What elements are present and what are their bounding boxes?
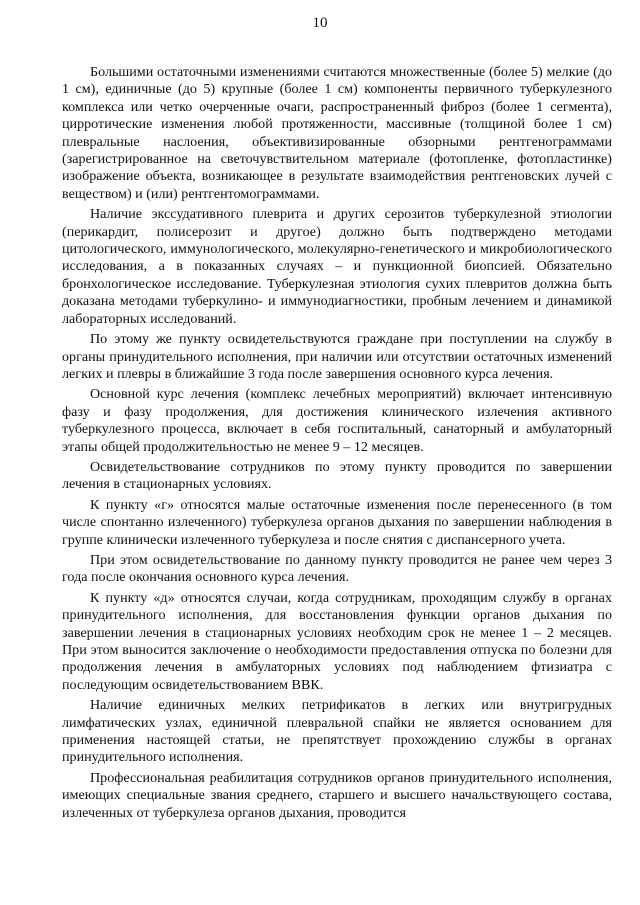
body-text [62, 64, 612, 825]
paragraph-main-treatment-course: Основной курс лечения (комплекс лечебных мероприятий) включает интенсивную фазу и фазу продолжения, для достижения клинического излечения активного туберкулезного процесса, включает в себя госпитальный, санаторный и амбулаторный этапы общей продолжительностью не менее 9 – 12 месяцев. [62, 386, 612, 455]
paragraph-admission-to-service: По этому же пункту освидетельствуются граждане при поступлении на службу в органы принудительного исполнения, при наличии или отсутствии остаточных изменений легких и плевры в ближайшие 3 года после завершения основного курса лечения. [62, 331, 612, 382]
paragraph-item-g: К пункту «г» относятся малые остаточные изменения после перенесенного (в том числе спонтанно излеченного) туберкулеза органов дыхания по завершении наблюдения в группе клинически излеченного туберкулеза и после снятия с диспансерного учета. [62, 496, 612, 548]
paragraph-professional-rehabilitation: Профессиональная реабилитация сотрудников органов принудительного исполнения, имеющих специальные звания среднего, старшего и высшего начальствующего состава, излеченных от туберкулеза органов дыхания, проводится [62, 769, 612, 821]
page-number: 10 [312, 15, 328, 31]
paragraph-item-d: К пункту «д» относятся случаи, когда сотрудникам, проходящим службу в органах принудительного исполнения, для восстановления функции органов дыхания по завершении лечения в стационарных условиях необходим срок не менее 1 – 2 месяцев. При этом выносится заключение о необходимости предоставления отпуска по болезни для продолжения лечения в амбулаторных условиях под наблюдением фтизиатра с последующим освидетельствованием ВВК. [62, 589, 612, 693]
paragraph-single-petrificates: Наличие единичных мелких петрификатов в легких или внутригрудных лимфатических узлах, единичной плевральной спайки не является основанием для применения настоящей статьи, не препятствует прохождению службы в органах принудительного исполнения. [62, 697, 612, 766]
paragraph-exudative-pleurisy: Наличие экссудативного плеврита и других серозитов туберкулезной этиологии (перикардит, полисерозит и другое) должно быть подтверждено методами цитологического, иммунологического, молекулярно-генетического и микробиологического исследования, а в показанных случаях – и пункционной биопсией. Обязательно бронхологическое исследование. Туберкулезная этиология сухих плевритов должна быть доказана методами туберкулино- и иммунодиагностики, пробным лечением и динамикой лабораторных исследований. [62, 206, 612, 327]
paragraph-large-residual-changes: Большими остаточными изменениями считаются множественные (более 5) мелкие (до 1 см), единичные (до 5) крупные (более 1 см) компоненты первичного туберкулезного комплекса или четко очерченные очаги, распространенный фиброз (более 1 сегмента), цирротические изменения любой протяженности, массивные (толщиной более 1 см) плевральные наслоения, объективизированные обзорными рентгенограммами (зарегистрированное на светочувствительном материале (фотопленке, фотопластинке) изображение объекта, возникающее в результате взаимодействия рентгеновских лучей с веществом) и (или) рентгентомограммами. [62, 64, 612, 202]
paragraph-item-g-timing: При этом освидетельствование по данному пункту проводится не ранее чем через 3 года после окончания основного курса лечения. [62, 551, 612, 586]
paragraph-examination-after-treatment: Освидетельствование сотрудников по этому пункту проводится по завершении лечения в стационарных условиях. [62, 458, 612, 493]
